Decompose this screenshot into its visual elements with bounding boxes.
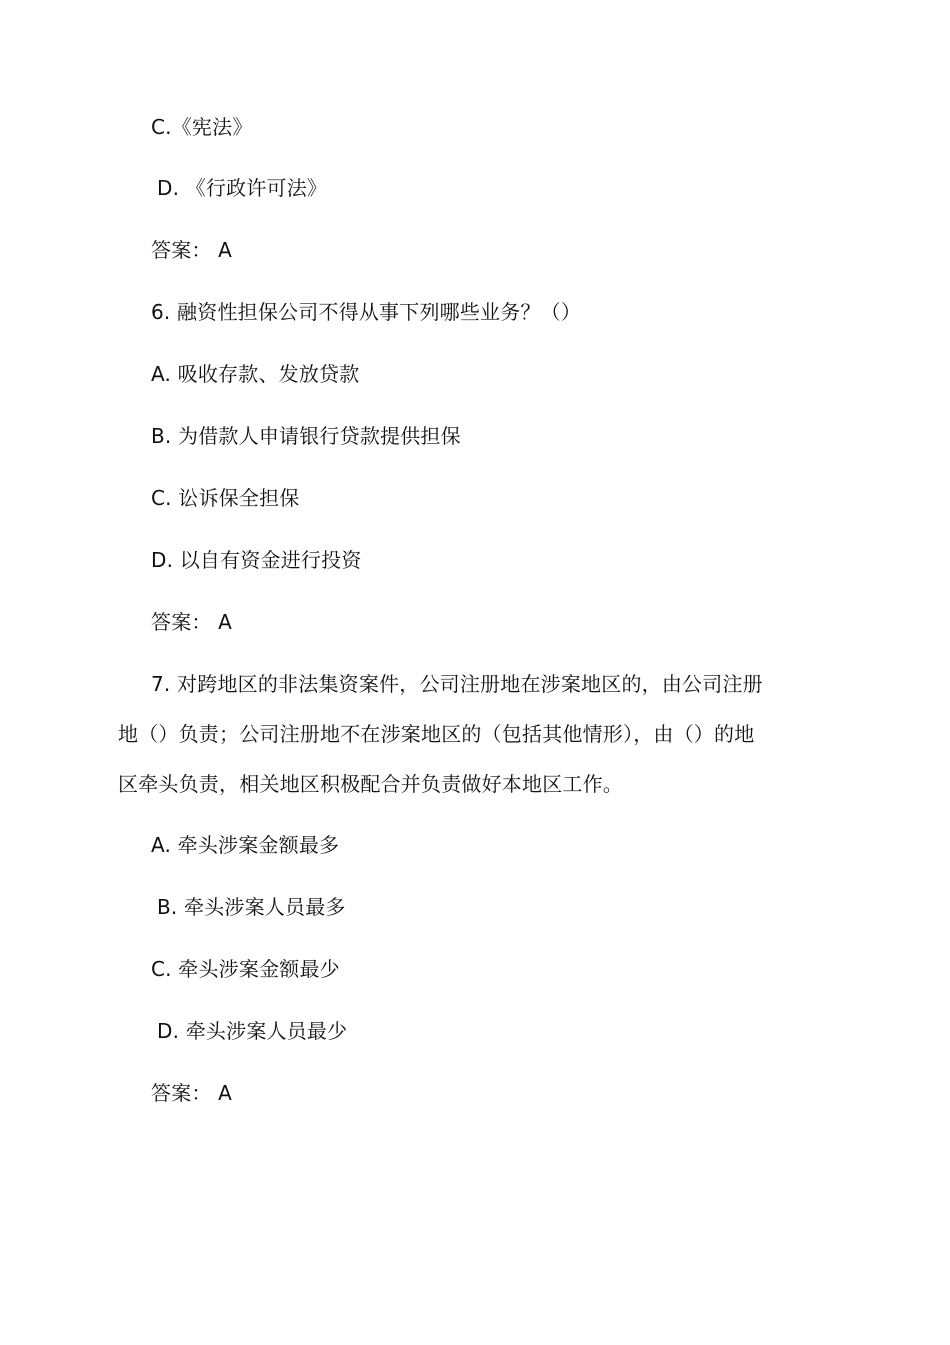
answer-5: 答案： A (151, 238, 233, 262)
option-6a: A. 吸收存款、发放贷款 (151, 362, 360, 386)
option-7a: A. 牵头涉案金额最多 (151, 833, 340, 857)
option-5d: D. 《行政许可法》 (157, 176, 328, 200)
option-7b: B. 牵头涉案人员最多 (157, 895, 346, 919)
option-6b: B. 为借款人申请银行贷款提供担保 (151, 424, 461, 448)
option-6c: C. 讼诉保全担保 (151, 486, 300, 510)
question-7-line-1: 7. 对跨地区的非法集资案件，公司注册地在涉案地区的，由公司注册 (151, 672, 763, 696)
answer-7: 答案： A (151, 1081, 233, 1105)
question-6: 6. 融资性担保公司不得从事下列哪些业务？（） (151, 300, 582, 324)
answer-6: 答案： A (151, 610, 233, 634)
option-6d: D. 以自有资金进行投资 (151, 548, 362, 572)
option-7c: C. 牵头涉案金额最少 (151, 957, 340, 981)
question-7-line-3: 区牵头负责，相关地区积极配合并负责做好本地区工作。 (118, 772, 623, 796)
option-7d: D. 牵头涉案人员最少 (157, 1019, 348, 1043)
question-7-line-2: 地（）负责；公司注册地不在涉案地区的（包括其他情形），由（）的地 (118, 722, 755, 746)
option-5c: C.《宪法》 (151, 115, 253, 139)
